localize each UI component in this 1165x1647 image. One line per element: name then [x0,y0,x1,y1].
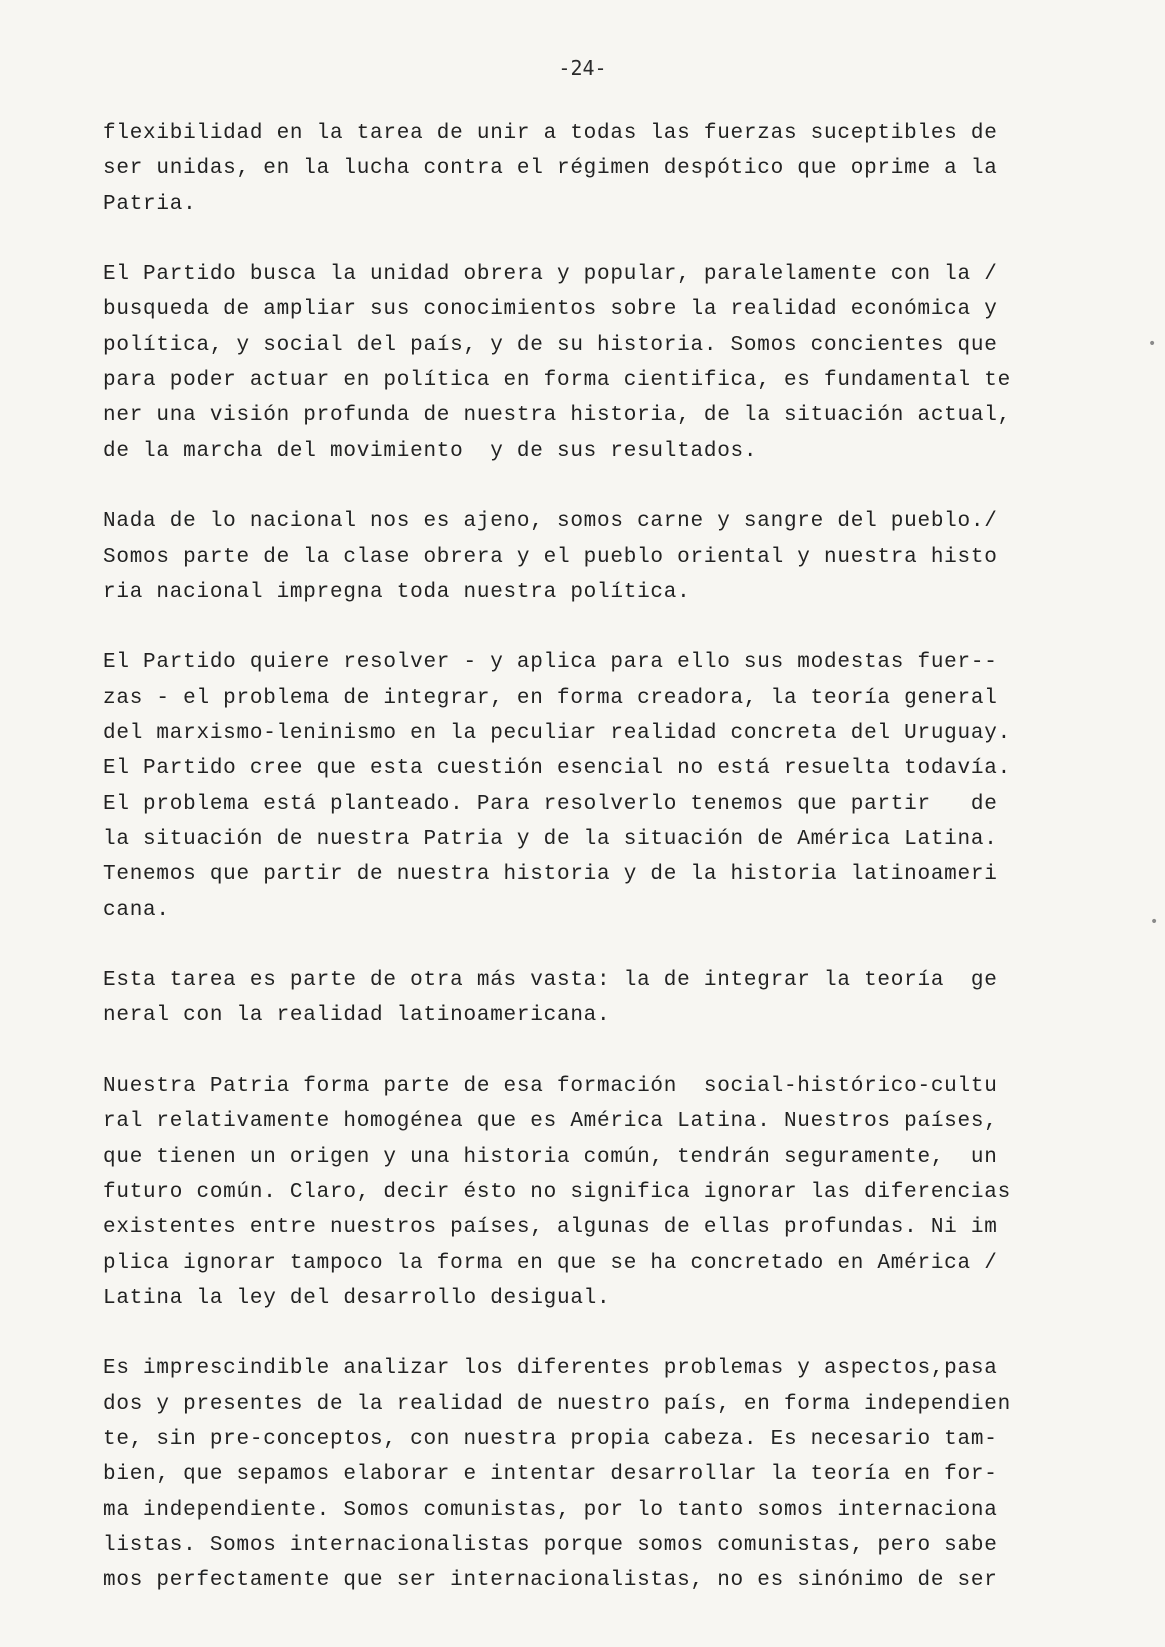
page-number: -24- [558,56,607,80]
paragraph-1 [103,116,1083,222]
text-line: bien, que sepamos elaborar e intentar desarrollar la teoría en for- [103,1463,998,1487]
text-line: Es imprescindible analizar los diferentes problemas y aspectos,pasa [103,1357,998,1381]
text-line: neral con la realidad latinoamericana. [103,1004,611,1028]
paragraph-6 [103,1069,1083,1316]
margin-dot: • [1148,336,1157,352]
text-line: flexibilidad en la tarea de unir a todas las fuerzas suceptibles de [103,122,998,145]
text-line: Somos parte de la clase obrera y el pueblo oriental y nuestra histo [103,545,998,569]
text-line: busqueda de ampliar sus conocimientos sobre la realidad económica y [103,298,998,322]
text-line: El Partido busca la unidad obrera y popular, paralelamente con la / [103,263,998,287]
text-line: Nada de lo nacional nos es ajeno, somos carne y sangre del pueblo./ [103,510,998,534]
text-line: dos y presentes de la realidad de nuestro país, en forma independien [103,1392,1011,1416]
text-line: la situación de nuestra Patria y de la situación de América Latina. [103,827,998,851]
text-line: ma independiente. Somos comunistas, por lo tanto somos internaciona [103,1498,998,1522]
text-line: ner una visión profunda de nuestra historia, de la situación actual, [103,404,1011,428]
text-line: futuro común. Claro, decir ésto no significa ignorar las diferencias [103,1180,1011,1204]
text-line: existentes entre nuestros países, algunas de ellas profundas. Ni im [103,1216,998,1240]
text-line: mos perfectamente que ser internacionalistas, no es sinónimo de ser [103,1569,998,1593]
text-line: del marxismo-leninismo en la peculiar realidad concreta del Uruguay. [103,722,1011,746]
paragraph-4 [103,645,1083,927]
text-line: listas. Somos internacionalistas porque somos comunistas, pero sabe [103,1533,998,1557]
text-line: que tienen un origen y una historia común, tendrán seguramente, un [103,1145,998,1169]
text-line: plica ignorar tampoco la forma en que se ha concretado en América / [103,1251,998,1275]
paragraph-5 [103,963,1083,1034]
text-line: El Partido quiere resolver - y aplica para ello sus modestas fuer-- [103,651,998,675]
text-line: Esta tarea es parte de otra más vasta: la de integrar la teoría ge [103,969,998,993]
paragraph-2 [103,257,1083,469]
text-line: te, sin pre-conceptos, con nuestra propia cabeza. Es necesario tam- [103,1427,998,1451]
text-line: ria nacional impregna toda nuestra política. [103,580,691,604]
text-line: Latina la ley del desarrollo desigual. [103,1286,611,1310]
text-line: para poder actuar en política en forma cientifica, es fundamental te [103,369,1011,393]
text-line: de la marcha del movimiento y de sus resultados. [103,439,758,463]
body-text [103,116,1083,1634]
text-line: Tenemos que partir de nuestra historia y de la historia latinoameri [103,863,998,887]
paragraph-7 [103,1351,1083,1598]
text-line: Patria. [103,192,197,216]
text-line: Nuestra Patria forma parte de esa formación social-histórico-cultu [103,1075,998,1099]
text-line: zas - el problema de integrar, en forma creadora, la teoría general [103,686,998,710]
text-line: El Partido cree que esta cuestión esencial no está resuelta todavía. [103,757,1011,781]
margin-dot: • [1150,914,1159,930]
text-line: ser unidas, en la lucha contra el régimen despótico que oprime a la [103,157,998,181]
text-line: cana. [103,898,170,922]
paragraph-3 [103,504,1083,610]
text-line: política, y social del país, y de su historia. Somos concientes que [103,333,998,357]
text-line: El problema está planteado. Para resolverlo tenemos que partir de [103,792,998,816]
text-line: ral relativamente homogénea que es América Latina. Nuestros países, [103,1110,998,1134]
